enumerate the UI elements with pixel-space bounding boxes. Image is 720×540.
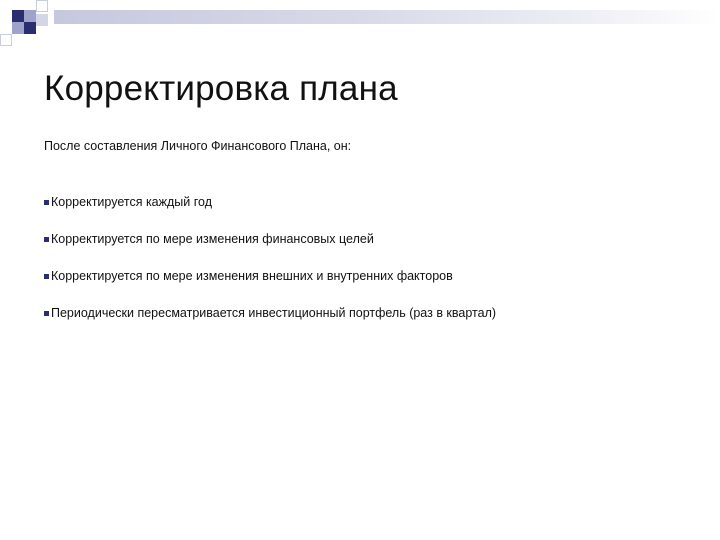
bullet-label: Корректируется по мере изменения финансовых целей xyxy=(51,232,374,246)
slide-title: Корректировка плана xyxy=(44,69,398,109)
bullet-label: Периодически пересматривается инвестиционный портфель (раз в квартал) xyxy=(51,306,497,320)
deco-square-faint xyxy=(36,14,48,26)
bullet-list xyxy=(44,193,496,341)
header-band xyxy=(54,10,720,24)
bullet-square-icon xyxy=(44,274,49,279)
bullet-label: Корректируется каждый год xyxy=(51,195,212,209)
list-item xyxy=(44,267,496,285)
deco-square-outline xyxy=(36,0,48,12)
intro-text: После составления Личного Финансового Плана, он: xyxy=(44,139,352,153)
bullet-square-icon xyxy=(44,311,49,316)
deco-square-outline xyxy=(0,34,12,46)
deco-square-dark xyxy=(12,10,24,22)
decorative-squares xyxy=(0,0,60,48)
list-item xyxy=(44,304,496,322)
list-item xyxy=(44,230,496,248)
deco-square-light xyxy=(12,22,24,34)
bullet-label: Корректируется по мере изменения внешних и внутренних факторов xyxy=(51,269,453,283)
bullet-square-icon xyxy=(44,200,49,205)
bullet-square-icon xyxy=(44,237,49,242)
deco-square-dark xyxy=(24,22,36,34)
list-item xyxy=(44,193,496,211)
deco-square-light xyxy=(24,10,36,22)
